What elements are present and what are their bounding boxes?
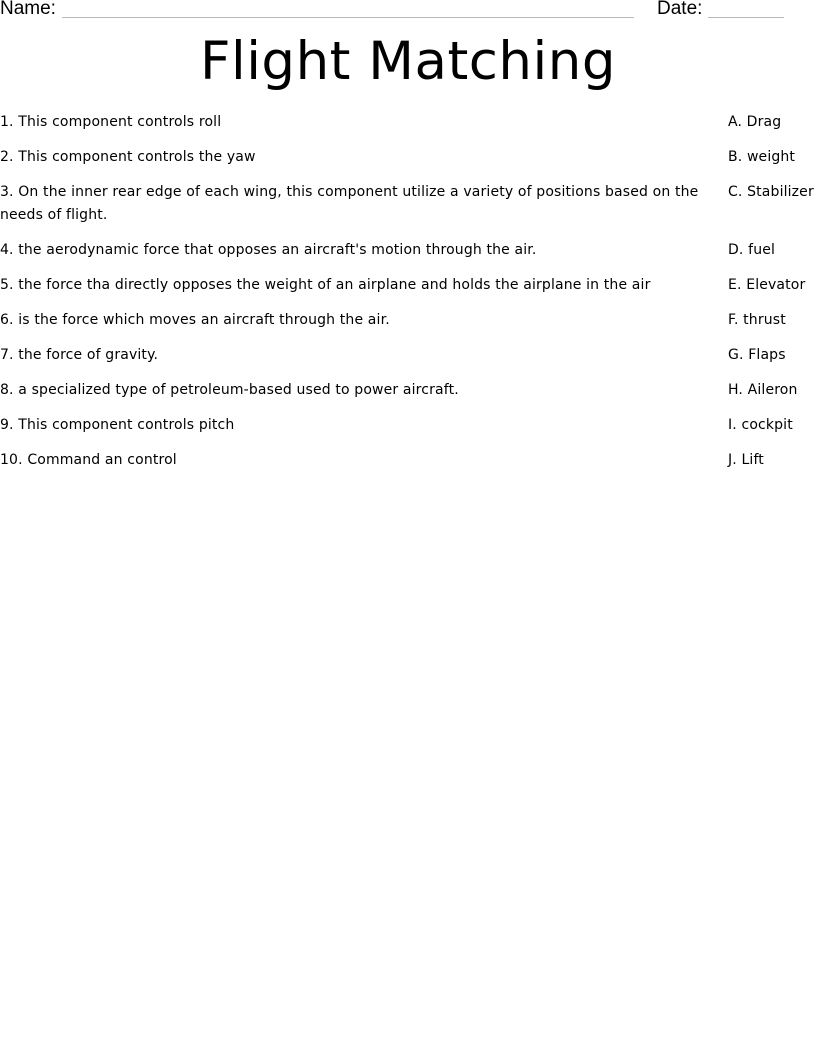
answer-item: H. Aileron bbox=[728, 382, 798, 398]
question-item: 8. a specialized type of petroleum-based used to power aircraft. bbox=[0, 382, 459, 398]
answer-item: I. cockpit bbox=[728, 417, 793, 433]
answer-item: D. fuel bbox=[728, 242, 776, 258]
page-title: Flight Matching bbox=[200, 31, 616, 92]
question-item: 1. This component controls roll bbox=[0, 114, 222, 130]
name-line[interactable] bbox=[62, 17, 634, 18]
question-item: 5. the force tha directly opposes the weight of an airplane and holds the airplane in the air bbox=[0, 277, 651, 293]
answer-list bbox=[728, 111, 816, 484]
question-item: 10. Command an control bbox=[0, 452, 177, 468]
answer-item: J. Lift bbox=[728, 452, 764, 468]
question-item: 4. the aerodynamic force that opposes an aircraft's motion through the air. bbox=[0, 242, 537, 258]
date-line[interactable] bbox=[708, 17, 784, 18]
question-item: 7. the force of gravity. bbox=[0, 347, 159, 363]
answer-item: G. Flaps bbox=[728, 347, 786, 363]
question-item: 9. This component controls pitch bbox=[0, 417, 235, 433]
question-item: 3. On the inner rear edge of each wing, this component utilize a variety of positions based on the needs of flight. bbox=[0, 184, 699, 223]
answer-item: F. thrust bbox=[728, 312, 786, 328]
question-list bbox=[0, 111, 710, 484]
worksheet-header bbox=[0, 0, 816, 24]
name-label: Name: bbox=[0, 0, 56, 19]
answer-item: E. Elevator bbox=[728, 277, 806, 293]
answer-item: C. Stabilizer bbox=[728, 184, 814, 200]
date-label: Date: bbox=[657, 0, 703, 19]
answer-item: B. weight bbox=[728, 149, 796, 165]
question-item: 6. is the force which moves an aircraft through the air. bbox=[0, 312, 390, 328]
question-item: 2. This component controls the yaw bbox=[0, 149, 256, 165]
answer-item: A. Drag bbox=[728, 114, 782, 130]
